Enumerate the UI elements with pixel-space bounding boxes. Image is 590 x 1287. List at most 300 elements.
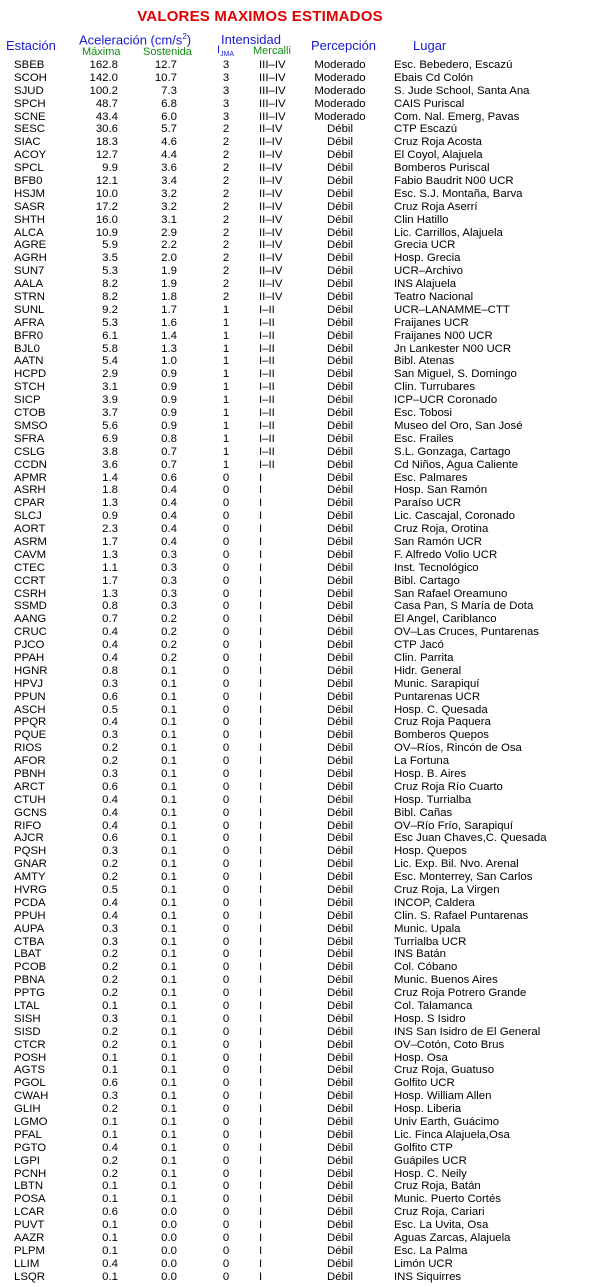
perception: Débil xyxy=(327,291,353,304)
perception: Débil xyxy=(327,793,353,806)
intensity-jma: 3 xyxy=(222,59,230,71)
intensity-mercalli: I–II xyxy=(259,445,275,458)
intensity-mercalli: I xyxy=(259,1025,263,1038)
intensity-jma: 0 xyxy=(222,1012,230,1025)
accel-max: 0.1 xyxy=(102,1232,118,1245)
location: UCR–LANAMME–CTT xyxy=(394,303,510,316)
accel-max: 0.4 xyxy=(102,639,118,652)
accel-sustained: 10.7 xyxy=(154,71,177,84)
intensity-mercalli: III–IV xyxy=(259,59,286,71)
intensity-jma: 0 xyxy=(222,780,230,793)
table-row xyxy=(0,1129,590,1142)
intensity-jma: 2 xyxy=(222,175,230,188)
accel-max: 100.2 xyxy=(89,84,118,97)
accel-sustained: 0.1 xyxy=(161,1077,177,1090)
station-code: CCDN xyxy=(14,458,47,471)
intensity-jma: 2 xyxy=(222,200,230,213)
intensity-jma: 0 xyxy=(222,1154,230,1167)
station-code: BJL0 xyxy=(14,342,40,355)
accel-max: 10.9 xyxy=(95,226,118,239)
table-row xyxy=(0,355,590,368)
table-row xyxy=(0,858,590,871)
intensity-jma: 0 xyxy=(222,755,230,768)
location: Bomberos Quepos xyxy=(394,729,489,742)
station-code: PQSH xyxy=(14,845,47,858)
station-code: PBNA xyxy=(14,974,46,987)
station-code: LGMO xyxy=(14,1116,48,1129)
accel-sustained: 0.4 xyxy=(161,523,177,536)
accel-max: 0.3 xyxy=(102,935,118,948)
station-code: AGTS xyxy=(14,1064,46,1077)
intensity-mercalli: I–II xyxy=(259,342,275,355)
accel-max: 48.7 xyxy=(95,97,118,110)
perception: Débil xyxy=(327,1012,353,1025)
perception: Débil xyxy=(327,1051,353,1064)
station-code: HPVJ xyxy=(14,677,44,690)
perception: Débil xyxy=(327,574,353,587)
intensity-jma: 0 xyxy=(222,1167,230,1180)
station-code: SMSO xyxy=(14,419,48,432)
accel-sustained: 0.3 xyxy=(161,587,177,600)
intensity-mercalli: I xyxy=(259,845,263,858)
intensity-jma: 0 xyxy=(222,1000,230,1013)
accel-max: 0.3 xyxy=(102,922,118,935)
intensity-jma: 0 xyxy=(222,639,230,652)
intensity-mercalli: I xyxy=(259,948,263,961)
accel-max: 0.2 xyxy=(102,1025,118,1038)
accel-sustained: 0.2 xyxy=(161,626,177,639)
intensity-mercalli: I xyxy=(259,884,263,896)
location: Esc. La Uvita, Osa xyxy=(394,1219,489,1232)
table-row xyxy=(0,897,590,910)
perception: Débil xyxy=(327,1257,353,1270)
intensity-jma: 1 xyxy=(222,303,230,316)
perception: Débil xyxy=(327,664,353,677)
intensity-jma: 0 xyxy=(222,1090,230,1103)
table-row xyxy=(0,291,590,304)
accel-max: 0.1 xyxy=(102,1000,118,1013)
location: Golfito UCR xyxy=(394,1077,455,1090)
station-code: PQUE xyxy=(14,729,47,742)
station-code: SBEB xyxy=(14,59,45,71)
accel-max: 1.8 xyxy=(102,484,118,497)
location: Esc. Palmares xyxy=(394,471,468,484)
accel-max: 0.1 xyxy=(102,1180,118,1193)
location: Guápiles UCR xyxy=(394,1154,467,1167)
location: Cruz Roja Río Cuarto xyxy=(394,780,503,793)
perception: Débil xyxy=(327,1064,353,1077)
accel-sustained: 0.1 xyxy=(161,948,177,961)
intensity-jma: 0 xyxy=(222,613,230,626)
intensity-jma: 0 xyxy=(222,948,230,961)
accel-sustained: 0.1 xyxy=(161,1012,177,1025)
intensity-mercalli: I xyxy=(259,690,263,703)
accel-sustained: 0.1 xyxy=(161,832,177,845)
intensity-mercalli: I xyxy=(259,742,263,755)
intensity-jma: 0 xyxy=(222,884,230,896)
table-row xyxy=(0,317,590,330)
location: OV–Las Cruces, Puntarenas xyxy=(394,626,539,639)
accel-max: 0.4 xyxy=(102,1257,118,1270)
header-mercalli: Mercalli xyxy=(253,45,291,57)
perception: Débil xyxy=(327,755,353,768)
table-row xyxy=(0,1039,590,1052)
location: Golfito CTP xyxy=(394,1141,453,1154)
accel-sustained: 0.1 xyxy=(161,871,177,884)
table-row xyxy=(0,729,590,742)
header-aceleracion-text: Aceleración (cm/s xyxy=(79,32,183,48)
accel-sustained: 6.8 xyxy=(161,97,177,110)
accel-max: 142.0 xyxy=(89,71,118,84)
accel-sustained: 0.3 xyxy=(161,600,177,613)
location: Lic. Exp. Bil. Nvo. Arenal xyxy=(394,858,519,871)
intensity-jma: 0 xyxy=(222,677,230,690)
location: Com. Nal. Emerg, Pavas xyxy=(394,110,520,123)
accel-max: 0.4 xyxy=(102,1141,118,1154)
intensity-jma: 3 xyxy=(222,97,230,110)
table-row xyxy=(0,98,590,111)
perception: Débil xyxy=(327,626,353,639)
table-row xyxy=(0,1052,590,1065)
perception: Débil xyxy=(327,523,353,536)
intensity-jma: 0 xyxy=(222,1077,230,1090)
intensity-jma: 0 xyxy=(222,484,230,497)
intensity-mercalli: I xyxy=(259,1077,263,1090)
intensity-mercalli: II–IV xyxy=(259,291,283,304)
accel-sustained: 0.1 xyxy=(161,690,177,703)
perception: Débil xyxy=(327,1038,353,1051)
accel-max: 16.0 xyxy=(95,213,118,226)
intensity-mercalli: I xyxy=(259,1206,263,1219)
intensity-mercalli: I xyxy=(259,716,263,729)
intensity-mercalli: I xyxy=(259,832,263,845)
intensity-jma: 0 xyxy=(222,523,230,536)
intensity-jma: 0 xyxy=(222,871,230,884)
table-row xyxy=(0,613,590,626)
table-row xyxy=(0,794,590,807)
accel-sustained: 0.2 xyxy=(161,639,177,652)
accel-max: 0.2 xyxy=(102,858,118,871)
perception: Débil xyxy=(327,1180,353,1193)
accel-max: 2.3 xyxy=(102,523,118,536)
table-row xyxy=(0,716,590,729)
station-code: CCRT xyxy=(14,574,46,587)
location: Esc. La Palma xyxy=(394,1244,468,1257)
intensity-jma: 0 xyxy=(222,510,230,523)
location: Esc. S.J. Montaña, Barva xyxy=(394,187,523,200)
intensity-mercalli: I xyxy=(259,1193,263,1206)
station-code: PLPM xyxy=(14,1244,46,1257)
table-row xyxy=(0,446,590,459)
perception: Débil xyxy=(327,780,353,793)
table-row xyxy=(0,201,590,214)
accel-max: 0.4 xyxy=(102,806,118,819)
location: Ebais Cd Colón xyxy=(394,71,474,84)
accel-max: 0.4 xyxy=(102,909,118,922)
table-row xyxy=(0,549,590,562)
table-row xyxy=(0,497,590,510)
accel-max: 3.8 xyxy=(102,445,118,458)
perception: Moderado xyxy=(314,84,366,97)
accel-sustained: 0.4 xyxy=(161,484,177,497)
intensity-mercalli: I xyxy=(259,639,263,652)
station-code: PJCO xyxy=(14,639,45,652)
table-row xyxy=(0,691,590,704)
perception: Débil xyxy=(327,213,353,226)
accel-max: 0.3 xyxy=(102,845,118,858)
intensity-mercalli: I xyxy=(259,871,263,884)
table-row xyxy=(0,807,590,820)
location: Bomberos Puriscal xyxy=(394,162,490,175)
intensity-jma: 2 xyxy=(222,213,230,226)
accel-max: 1.3 xyxy=(102,548,118,561)
perception: Débil xyxy=(327,497,353,510)
accel-max: 8.2 xyxy=(102,278,118,291)
table-row xyxy=(0,1180,590,1193)
intensity-mercalli: I–II xyxy=(259,432,275,445)
intensity-jma: 2 xyxy=(222,123,230,136)
accel-sustained: 0.7 xyxy=(161,445,177,458)
table-row xyxy=(0,820,590,833)
table-row xyxy=(0,936,590,949)
table-row xyxy=(0,1116,590,1129)
accel-sustained: 1.3 xyxy=(161,342,177,355)
location: Hosp. Turrialba xyxy=(394,793,472,806)
station-code: SASR xyxy=(14,200,46,213)
intensity-mercalli: III–IV xyxy=(259,110,286,123)
intensity-mercalli: I xyxy=(259,1038,263,1051)
perception: Débil xyxy=(327,368,353,381)
table-row xyxy=(0,188,590,201)
accel-max: 0.6 xyxy=(102,690,118,703)
station-code: GCNS xyxy=(14,806,47,819)
accel-max: 0.4 xyxy=(102,819,118,832)
table-row xyxy=(0,59,590,72)
location: Hosp. Quepos xyxy=(394,845,467,858)
intensity-jma: 0 xyxy=(222,664,230,677)
intensity-jma: 0 xyxy=(222,1064,230,1077)
accel-max: 0.2 xyxy=(102,1167,118,1180)
header-aceleracion-exp: 2 xyxy=(182,32,187,41)
accel-max: 0.1 xyxy=(102,1244,118,1257)
accel-max: 0.2 xyxy=(102,974,118,987)
perception: Débil xyxy=(327,909,353,922)
location: Cruz Roja, La Virgen xyxy=(394,884,500,896)
table-row xyxy=(0,974,590,987)
accel-max: 1.7 xyxy=(102,535,118,548)
perception: Débil xyxy=(327,316,353,329)
accel-sustained: 0.1 xyxy=(161,974,177,987)
station-code: GLIH xyxy=(14,1103,41,1116)
intensity-jma: 2 xyxy=(222,149,230,162)
table-row xyxy=(0,884,590,897)
intensity-jma: 0 xyxy=(222,935,230,948)
location: Bibl. Cartago xyxy=(394,574,460,587)
perception: Débil xyxy=(327,690,353,703)
perception: Débil xyxy=(327,703,353,716)
station-code: STCH xyxy=(14,381,46,394)
intensity-jma: 1 xyxy=(222,329,230,342)
intensity-jma: 2 xyxy=(222,239,230,252)
location: UCR–Archivo xyxy=(394,265,463,278)
intensity-jma: 0 xyxy=(222,716,230,729)
accel-max: 12.1 xyxy=(95,175,118,188)
accel-max: 1.3 xyxy=(102,497,118,510)
intensity-mercalli: I–II xyxy=(259,458,275,471)
station-code: CTOB xyxy=(14,407,46,420)
station-code: AGRE xyxy=(14,239,47,252)
intensity-mercalli: I–II xyxy=(259,381,275,394)
station-code: AAZR xyxy=(14,1232,45,1245)
location: Jn Lankester N00 UCR xyxy=(394,342,512,355)
accel-sustained: 3.2 xyxy=(161,187,177,200)
intensity-jma: 2 xyxy=(222,291,230,304)
intensity-mercalli: I xyxy=(259,909,263,922)
station-code: SPCL xyxy=(14,162,44,175)
intensity-mercalli: I xyxy=(259,793,263,806)
accel-max: 5.4 xyxy=(102,355,118,368)
accel-sustained: 2.2 xyxy=(161,239,177,252)
accel-sustained: 0.1 xyxy=(161,845,177,858)
intensity-mercalli: I xyxy=(259,523,263,536)
location: Bibl. Atenas xyxy=(394,355,455,368)
stations-table xyxy=(0,59,590,1284)
accel-sustained: 0.2 xyxy=(161,613,177,626)
station-code: PPUN xyxy=(14,690,46,703)
station-code: APMR xyxy=(14,471,47,484)
table-row xyxy=(0,162,590,175)
perception: Débil xyxy=(327,1025,353,1038)
intensity-jma: 0 xyxy=(222,1232,230,1245)
perception: Débil xyxy=(327,600,353,613)
intensity-jma: 2 xyxy=(222,278,230,291)
page-title: VALORES MAXIMOS ESTIMADOS xyxy=(137,8,383,25)
intensity-mercalli: I xyxy=(259,1103,263,1116)
station-code: HCPD xyxy=(14,368,47,381)
intensity-mercalli: I xyxy=(259,574,263,587)
intensity-jma: 0 xyxy=(222,806,230,819)
intensity-jma: 0 xyxy=(222,626,230,639)
intensity-mercalli: I xyxy=(259,484,263,497)
intensity-jma: 0 xyxy=(222,1116,230,1129)
station-code: LCAR xyxy=(14,1206,45,1219)
intensity-jma: 0 xyxy=(222,1270,230,1283)
table-row xyxy=(0,123,590,136)
accel-sustained: 0.1 xyxy=(161,987,177,1000)
location: Fabio Baudrit N00 UCR xyxy=(394,175,514,188)
accel-sustained: 12.7 xyxy=(154,59,177,71)
station-code: CAVM xyxy=(14,548,47,561)
accel-sustained: 1.7 xyxy=(161,303,177,316)
table-row xyxy=(0,575,590,588)
accel-sustained: 0.1 xyxy=(161,1103,177,1116)
table-row xyxy=(0,961,590,974)
station-code: HGNR xyxy=(14,664,48,677)
accel-max: 0.2 xyxy=(102,742,118,755)
table-row xyxy=(0,923,590,936)
intensity-jma: 1 xyxy=(222,342,230,355)
table-row xyxy=(0,472,590,485)
station-code: PFAL xyxy=(14,1128,42,1141)
station-code: SIAC xyxy=(14,136,41,149)
perception: Débil xyxy=(327,355,353,368)
table-row xyxy=(0,678,590,691)
intensity-jma: 0 xyxy=(222,548,230,561)
intensity-jma: 0 xyxy=(222,1141,230,1154)
station-code: ASRM xyxy=(14,535,47,548)
table-row xyxy=(0,252,590,265)
intensity-mercalli: I xyxy=(259,626,263,639)
intensity-jma: 1 xyxy=(222,355,230,368)
location: San Rafael Oreamuno xyxy=(394,587,508,600)
accel-sustained: 0.1 xyxy=(161,1064,177,1077)
intensity-mercalli: I xyxy=(259,1051,263,1064)
intensity-jma: 0 xyxy=(222,974,230,987)
location: San Miguel, S. Domingo xyxy=(394,368,517,381)
accel-max: 0.1 xyxy=(102,1051,118,1064)
table-row xyxy=(0,510,590,523)
table-row xyxy=(0,742,590,755)
accel-sustained: 0.6 xyxy=(161,471,177,484)
intensity-mercalli: II–IV xyxy=(259,252,283,265)
intensity-mercalli: I xyxy=(259,729,263,742)
location: Hosp. C. Quesada xyxy=(394,703,488,716)
intensity-mercalli: II–IV xyxy=(259,149,283,162)
table-row xyxy=(0,845,590,858)
table-row xyxy=(0,1077,590,1090)
table-row xyxy=(0,600,590,613)
intensity-mercalli: I–II xyxy=(259,407,275,420)
perception: Débil xyxy=(327,200,353,213)
location: Hosp. San Ramón xyxy=(394,484,488,497)
location: Puntarenas UCR xyxy=(394,690,481,703)
intensity-mercalli: I xyxy=(259,987,263,1000)
station-code: PUVT xyxy=(14,1219,45,1232)
perception: Moderado xyxy=(314,59,366,71)
table-row xyxy=(0,1193,590,1206)
station-code: LSQR xyxy=(14,1270,46,1283)
location: Limón UCR xyxy=(394,1257,453,1270)
table-row xyxy=(0,768,590,781)
station-code: SLCJ xyxy=(14,510,42,523)
accel-sustained: 1.0 xyxy=(161,355,177,368)
table-row xyxy=(0,265,590,278)
intensity-jma: 0 xyxy=(222,845,230,858)
accel-sustained: 0.1 xyxy=(161,896,177,909)
intensity-jma: 2 xyxy=(222,162,230,175)
location: Museo del Oro, San José xyxy=(394,419,523,432)
table-row xyxy=(0,1206,590,1219)
location: Bibl. Cañas xyxy=(394,806,453,819)
station-code: CTUH xyxy=(14,793,46,806)
accel-max: 0.2 xyxy=(102,1103,118,1116)
perception: Débil xyxy=(327,987,353,1000)
location: Fraijanes UCR xyxy=(394,316,469,329)
intensity-mercalli: III–IV xyxy=(259,84,286,97)
location: Paraíso UCR xyxy=(394,497,462,510)
location: Clin. Turrubares xyxy=(394,381,476,394)
accel-sustained: 0.9 xyxy=(161,394,177,407)
location: Esc. Bebedero, Escazú xyxy=(394,59,513,71)
location: Lic. Finca Alajuela,Osa xyxy=(394,1128,510,1141)
station-code: ASCH xyxy=(14,703,46,716)
accel-max: 5.3 xyxy=(102,265,118,278)
station-code: GNAR xyxy=(14,858,47,871)
accel-max: 8.2 xyxy=(102,291,118,304)
accel-sustained: 0.1 xyxy=(161,1193,177,1206)
intensity-jma: 0 xyxy=(222,1206,230,1219)
accel-sustained: 0.7 xyxy=(161,458,177,471)
